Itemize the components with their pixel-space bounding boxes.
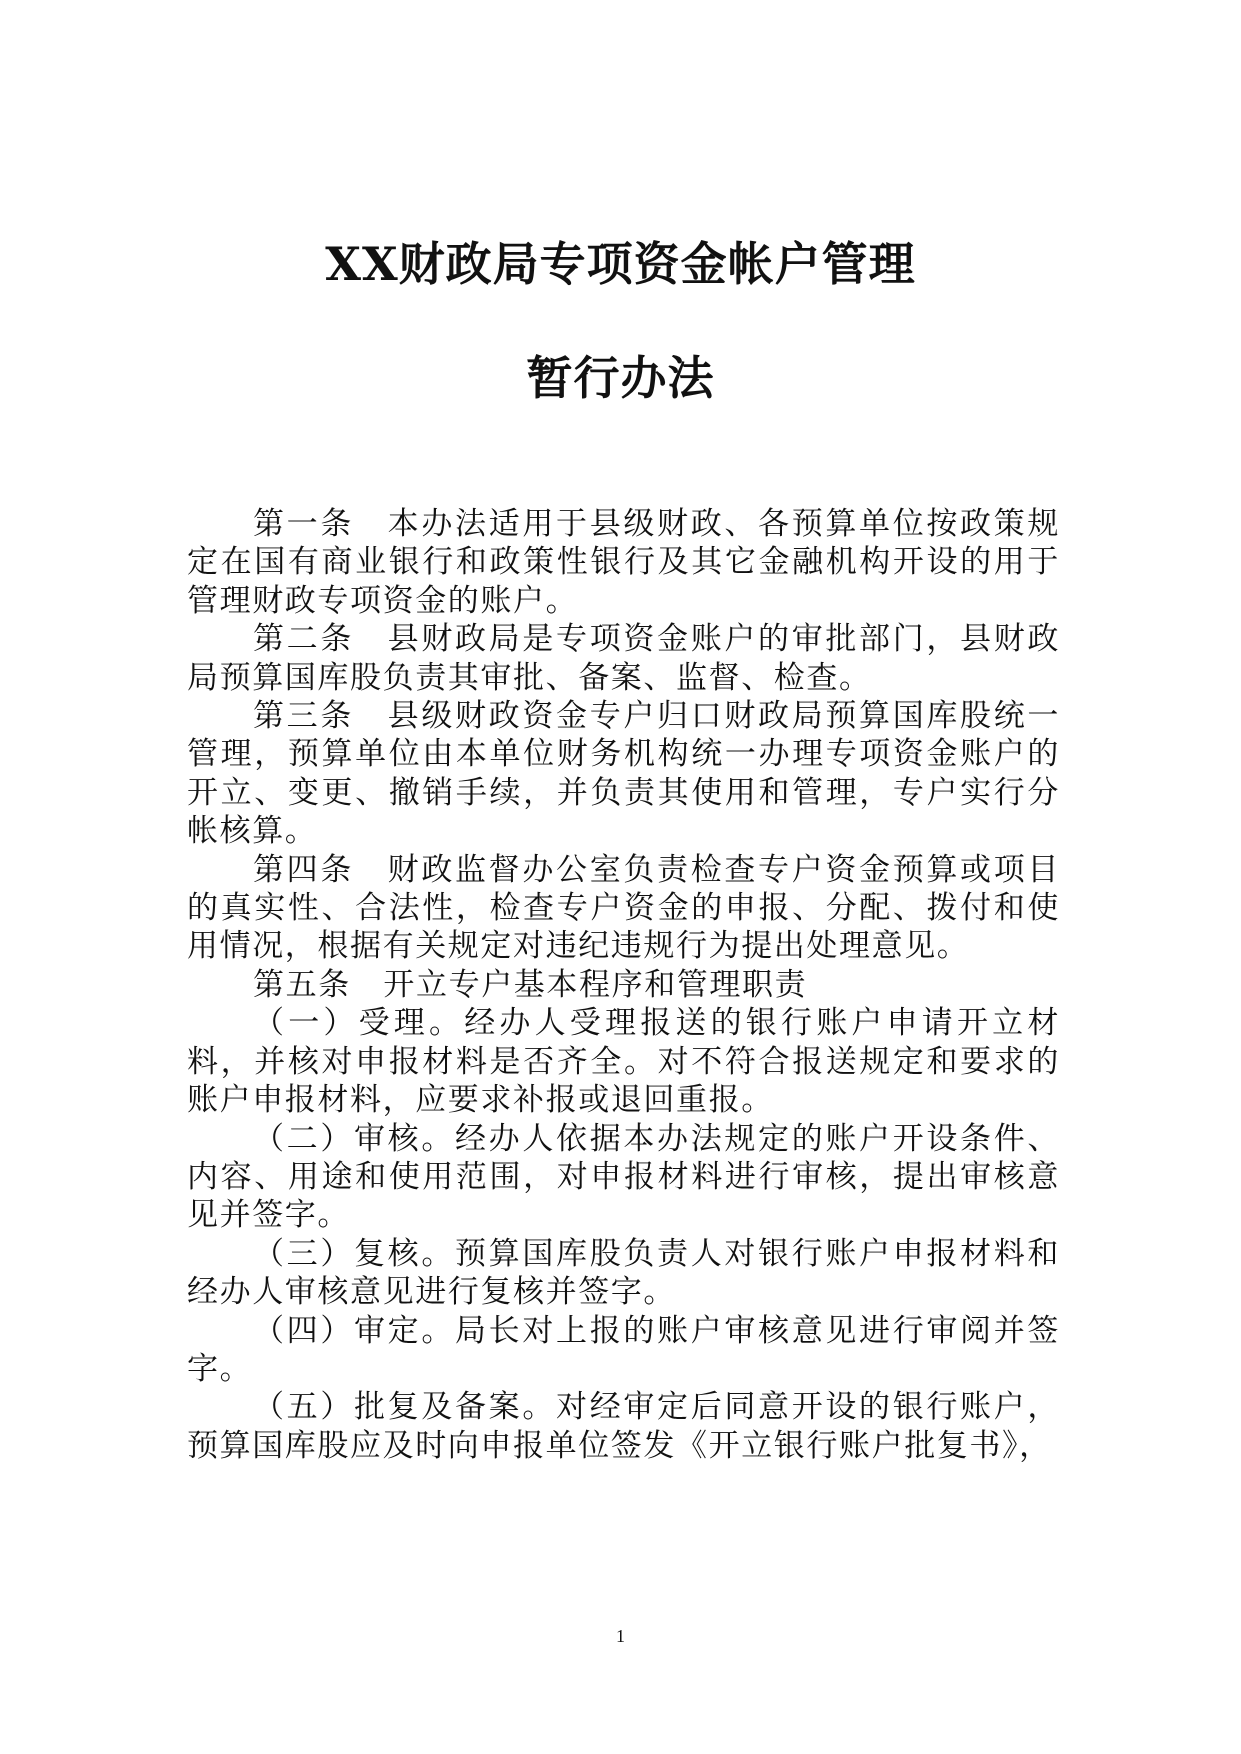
step-3-recheck: （三）复核。预算国库股负责人对银行账户申报材料和经办人审核意见进行复核并签字。 bbox=[187, 1235, 1060, 1311]
step-4-approval: （四）审定。局长对上报的账户审核意见进行审阅并签字。 bbox=[187, 1312, 1060, 1387]
step-5-filing: （五）批复及备案。对经审定后同意开设的银行账户，预算国库股应及时向申报单位签发《开立银行账户批复书》， bbox=[187, 1389, 1060, 1464]
document-title-line-1: XX财政局专项资金帐户管理 bbox=[325, 237, 916, 291]
article-3-paragraph: 第三条 县级财政资金专户归口财政局预算国库股统一管理，预算单位由本单位财务机构统一办理专项资金账户的开立、变更、撤销手续，并负责其使用和管理，专户实行分帐核算。 bbox=[187, 698, 1060, 850]
article-4-paragraph: 第四条 财政监督办公室负责检查专户资金预算或项目的真实性、合法性，检查专户资金的申报、分配、拨付和使用情况，根据有关规定对违纪违规行为提出处理意见。 bbox=[187, 851, 1060, 965]
article-1-paragraph: 第一条 本办法适用于县级财政、各预算单位按政策规定在国有商业银行和政策性银行及其它金融机构开设的用于管理财政专项资金的账户。 bbox=[187, 506, 1060, 619]
step-2-review: （二）审核。经办人依据本办法规定的账户开设条件、内容、用途和使用范围，对申报材料进行审核，提出审核意见并签字。 bbox=[187, 1120, 1060, 1234]
article-2-paragraph: 第二条 县财政局是专项资金账户的审批部门，县财政局预算国库股负责其审批、备案、监督、检查。 bbox=[187, 621, 1060, 696]
document-title-line-2: 暂行办法 bbox=[526, 351, 715, 405]
step-1-acceptance: （一）受理。经办人受理报送的银行账户申请开立材料，并核对申报材料是否齐全。对不符合报送规定和要求的账户申报材料，应要求补报或退回重报。 bbox=[187, 1005, 1060, 1119]
document-body bbox=[187, 505, 1060, 1465]
page-number: 1 bbox=[616, 1626, 625, 1646]
article-5-heading: 第五条 开立专户基本程序和管理职责 bbox=[253, 966, 808, 1003]
